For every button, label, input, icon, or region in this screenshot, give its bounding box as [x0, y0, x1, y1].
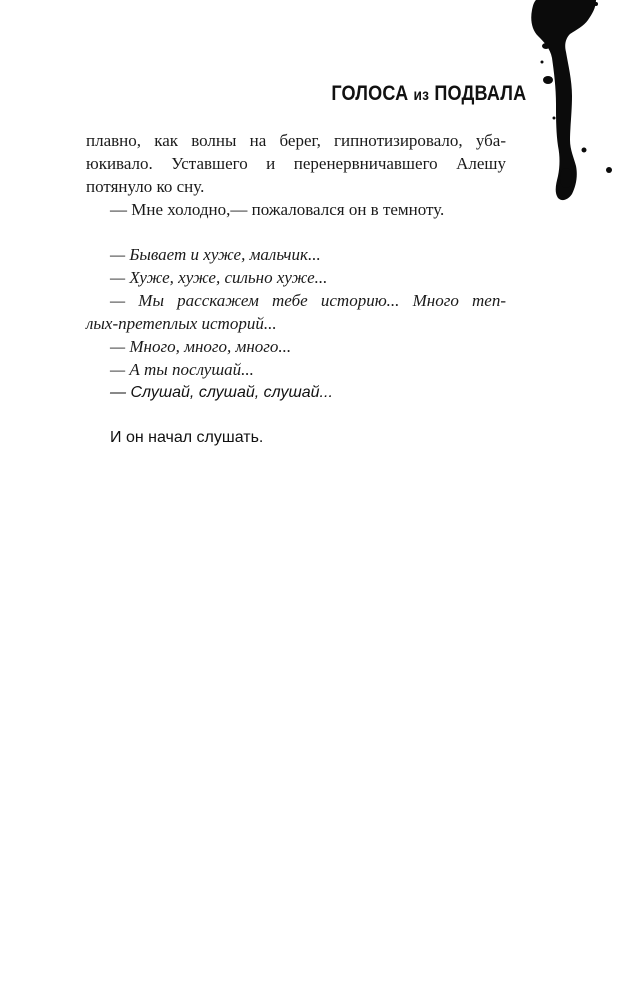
text-line: плавно, как волны на берег, гипнотизировало, уба-: [86, 131, 506, 150]
closing-line: И он начал слушать.: [110, 429, 264, 446]
running-head-part-1: ГОЛОСА: [331, 82, 414, 105]
running-head-part-3: ПОДВАЛА: [429, 82, 527, 105]
page-text: [86, 129, 506, 449]
dialogue-line: — Мне холодно,— пожаловался он в темноту.: [110, 200, 445, 219]
dialogue-line: — Мы расскажем тебе историю... Много теп-: [110, 291, 506, 310]
running-head-part-2: из: [413, 87, 430, 104]
dialogue-line: — Много, много, много...: [110, 337, 292, 356]
dialogue-line: — Бывает и хуже, мальчик...: [110, 245, 321, 264]
dialogue-line: лых-претеплых историй...: [86, 314, 277, 333]
dialogue-line: — А ты послушай...: [110, 360, 254, 379]
text-line: потянуло ко сну.: [86, 177, 205, 196]
dialogue-line: — Слушай, слушай, слушай...: [110, 384, 333, 401]
paragraph-gap: [86, 404, 506, 426]
paragraph-gap: [86, 221, 506, 243]
dialogue-line: — Хуже, хуже, сильно хуже...: [110, 268, 328, 287]
ink-splatter-decoration: [526, 0, 619, 210]
running-head-title: [331, 82, 527, 106]
text-line: юкивало. Уставшего и перенервничавшего Алешу: [86, 154, 506, 173]
